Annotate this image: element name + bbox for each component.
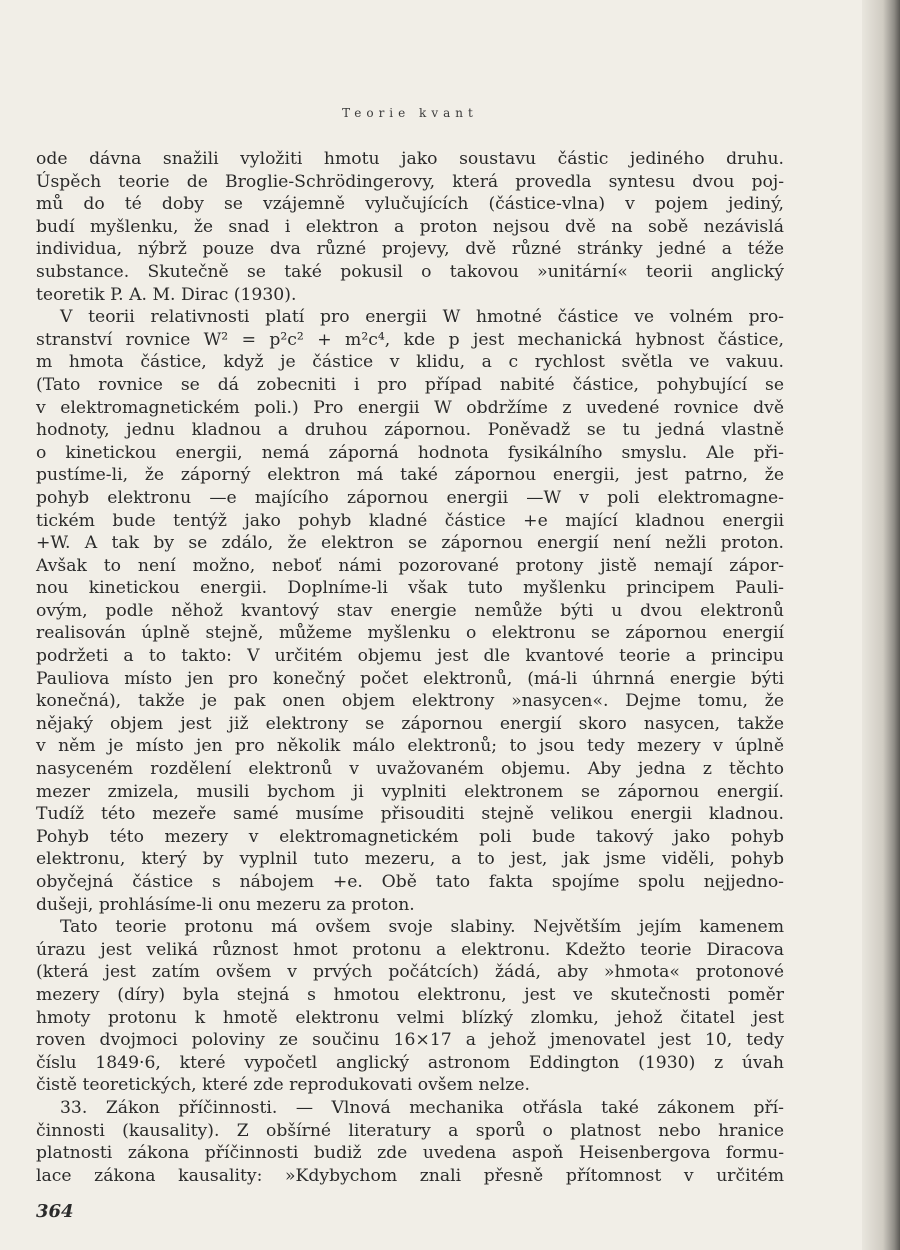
text-line: číslu 1849·6, které vypočetl anglický astronom Eddington (1930) z úvah [36, 1052, 784, 1073]
text-line: ode dávna snažili vyložiti hmotu jako soustavu částic jediného druhu. [36, 149, 784, 169]
text-line: Avšak to není možno, neboť námi pozorované protony jistě nemají zápor- [36, 555, 784, 576]
text-line: úrazu jest veliká různost hmot protonu a elektronu. Kdežto teorie Diracova [36, 939, 784, 960]
text-line: platnosti zákona příčinnosti budiž zde uvedena aspoň Heisenbergova formu- [36, 1143, 784, 1164]
text-line: m hmota částice, když je částice v klidu, a c rychlost světla ve vakuu. [36, 352, 784, 373]
text-line: Pohyb této mezery v elektromagnetickém poli bude takový jako pohyb [36, 826, 784, 847]
text-line: pohyb elektronu —e majícího zápornou energii —W v poli elektromagne- [36, 487, 784, 508]
text-line: pustíme-li, že záporný elektron má také zápornou energii, jest patrno, že [36, 465, 784, 486]
text-line: tickém bude tentýž jako pohyb kladné částice +e mající kladnou energii [36, 510, 784, 531]
text-line: elektronu, který by vyplnil tuto mezeru, a to jest, jak jsme viděli, pohyb [36, 849, 784, 870]
text-line: (Tato rovnice se dá zobecniti i pro případ nabité částice, pohybující se [36, 374, 784, 395]
text-line: hmoty protonu k hmotě elektronu velmi blízký zlomku, jehož čitatel jest [36, 1007, 784, 1028]
text-line: +W. A tak by se zdálo, že elektron se zápornou energií není nežli proton. [36, 533, 784, 554]
text-line: hodnoty, jednu kladnou a druhou zápornou. Poněvadž se tu jedná vlastně [36, 420, 784, 441]
text-line: mů do té doby se vzájemně vylučujících (částice-vlna) v pojem jediný, [36, 194, 784, 215]
text-line: Tudíž této mezeře samé musíme přisouditi stejně velikou energii kladnou. [36, 804, 784, 825]
body-text [36, 148, 784, 1187]
text-line: mezery (díry) byla stejná s hmotou elektronu, jest ve skutečnosti poměr [36, 984, 784, 1005]
text-line: o kinetickou energii, nemá záporná hodnota fysikálního smyslu. Ale při- [36, 442, 784, 463]
text-line: teoretik P. A. M. Dirac (1930). [36, 284, 297, 305]
page-number: 364 [36, 1201, 74, 1222]
text-line: nějaký objem jest již elektrony se zápornou energií skoro nasycen, takže [36, 713, 784, 734]
text-line: nou kinetickou energii. Doplníme-li však tuto myšlenku principem Pauli- [36, 578, 784, 599]
text-line: substance. Skutečně se také pokusil o takovou »unitární« teorii anglický [36, 261, 784, 282]
text-line: lace zákona kausality: »Kdybychom znali přesně přítomnost v určitém [36, 1165, 784, 1186]
text-line: roven dvojmoci poloviny ze součinu 16×17 a jehož jmenovatel jest 10, tedy [36, 1030, 784, 1051]
text-line: Pauliova místo jen pro konečný počet elektronů, (má-li úhrnná energie býti [36, 668, 784, 689]
text-line: mezer zmizela, musili bychom ji vyplniti elektronem se zápornou energií. [36, 781, 784, 802]
text-line: čistě teoretických, které zde reprodukovati ovšem nelze. [36, 1075, 530, 1096]
text-line: konečná), takže je pak onen objem elektrony »nasycen«. Dejme tomu, že [36, 691, 784, 712]
text-line: činnosti (kausality). Z obšírné literatury a sporů o platnost nebo hranice [36, 1120, 784, 1141]
text-line: V teorii relativnosti platí pro energii W hmotné částice ve volném pro- [60, 307, 784, 328]
text-line: v elektromagnetickém poli.) Pro energii W obdržíme z uvedené rovnice dvě [36, 397, 784, 418]
page-edge-shadow [862, 0, 900, 1250]
text-line: dušeji, prohlásíme-li onu mezeru za proton. [36, 894, 415, 915]
text-line: podržeti a to takto: V určitém objemu jest dle kvantové teorie a principu [36, 646, 784, 667]
text-line: Úspěch teorie de Broglie-Schrödingerovy, která provedla syntesu dvou poj- [36, 171, 784, 192]
text-line: obyčejná částice s nábojem +e. Obě tato fakta spojíme spolu nejjedno- [36, 872, 784, 892]
text-line: nasyceném rozdělení elektronů v uvažovaném objemu. Aby jedna z těchto [36, 759, 784, 780]
text-line: ovým, podle něhož kvantový stav energie nemůže býti u dvou elektronů [36, 600, 784, 621]
text-line: Tato teorie protonu má ovšem svoje slabiny. Největším jejím kamenem [60, 917, 784, 938]
text-line: v něm je místo jen pro několik málo elektronů; to jsou tedy mezery v úplně [36, 736, 784, 757]
text-line: (která jest zatím ovšem v prvých počátcích) žádá, aby »hmota« protonové [36, 962, 784, 983]
running-head: Teorie kvant [342, 106, 478, 120]
text-line: budí myšlenku, že snad i elektron a proton nejsou dvě na sobě nezávislá [36, 216, 784, 237]
text-line: 33. Zákon příčinnosti. — Vlnová mechanika otřásla také zákonem pří- [60, 1097, 784, 1118]
text-line: individua, nýbrž pouze dva různé projevy, dvě různé stránky jedné a téže [36, 239, 784, 260]
text-line: realisován úplně stejně, můžeme myšlenku o elektronu se zápornou energií [36, 623, 784, 644]
text-line: stranství rovnice W² = p²c² + m²c⁴, kde p jest mechanická hybnost částice, [36, 329, 784, 350]
